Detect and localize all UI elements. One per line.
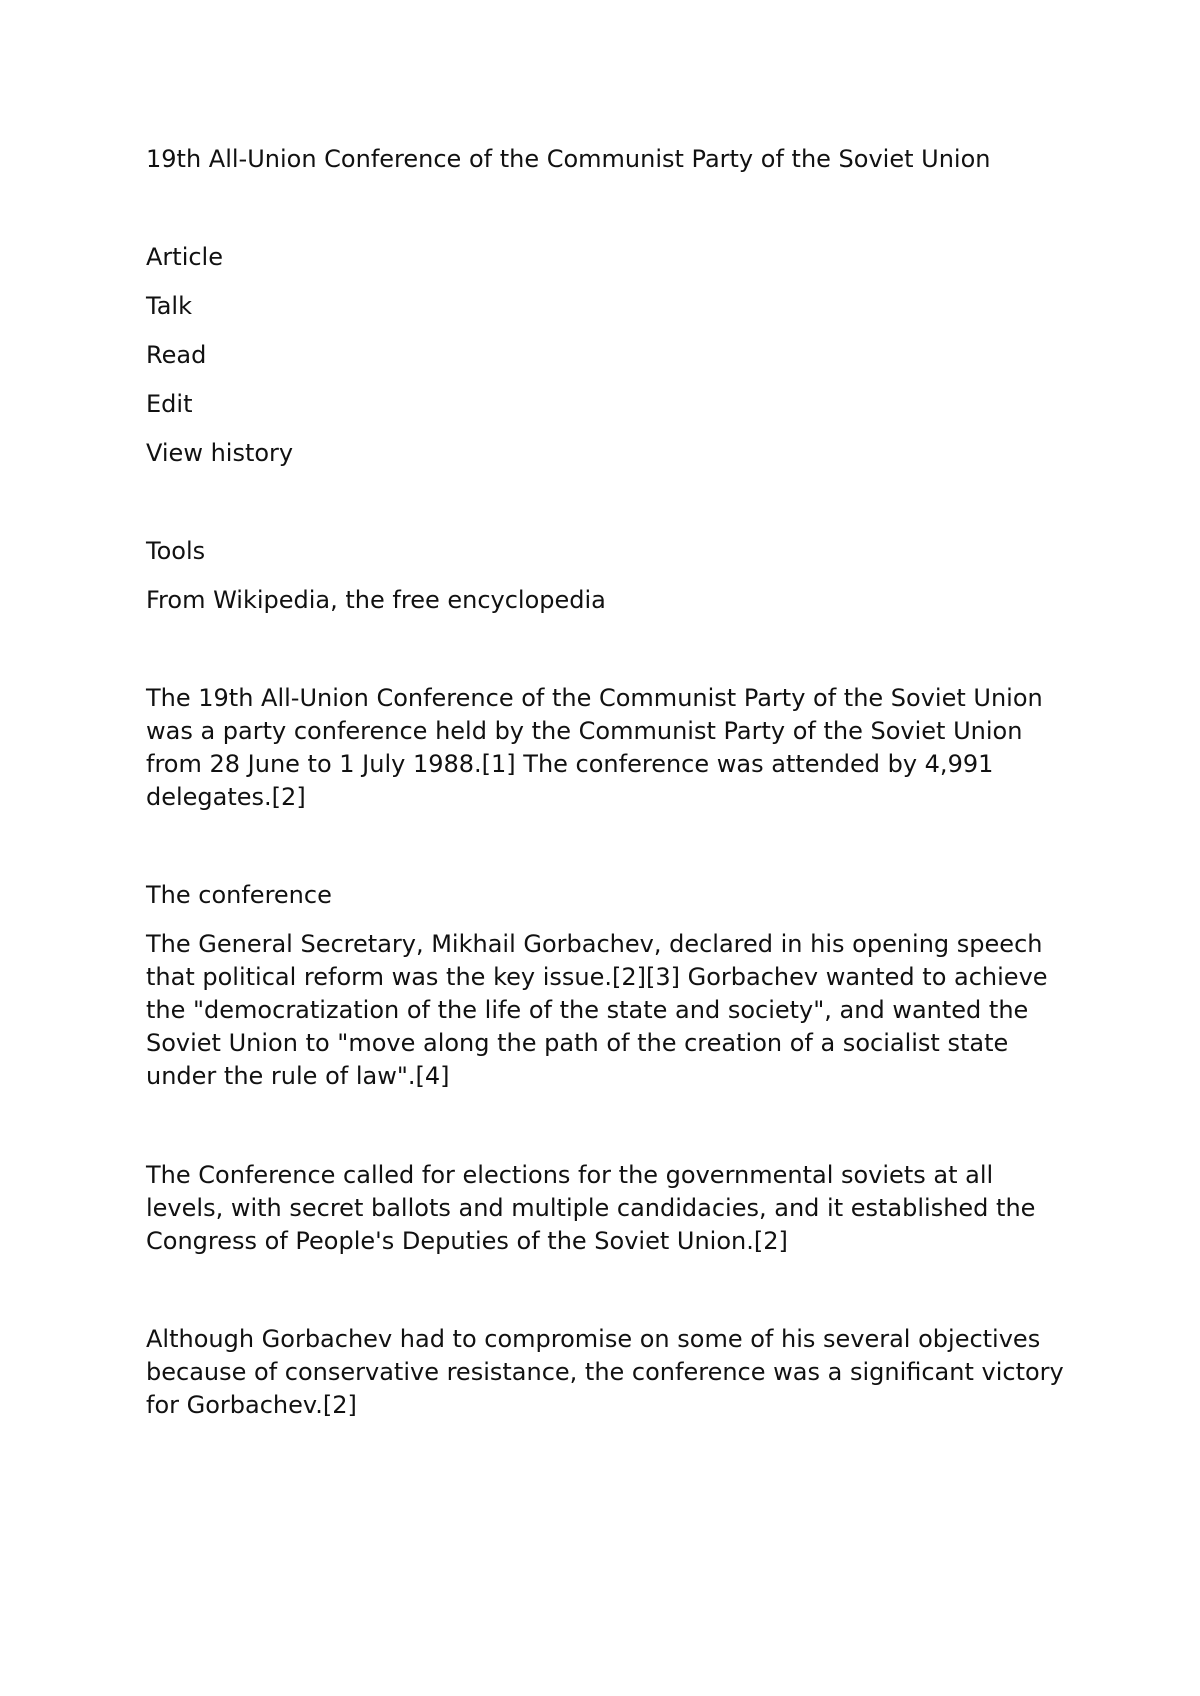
tools-menu[interactable]: Tools: [146, 537, 206, 565]
paragraph-3: Although Gorbachev had to compromise on some of his several objectives because of conservative resistance, the conference was a significant victory for Gorbachev.[2]: [146, 1325, 1064, 1419]
paragraph-2: The Conference called for elections for the governmental soviets at all levels, with secret ballots and multiple candidacies, and it established the Congress of People's Deputies of the Soviet Union.[2]: [146, 1161, 1036, 1255]
section-heading: The conference: [146, 881, 332, 909]
intro-paragraph: The 19th All-Union Conference of the Communist Party of the Soviet Union was a party conference held by the Communist Party of the Soviet Union from 28 June to 1 July 1988.[1] The conference was attended by 4,991 delegates.[2]: [146, 684, 1043, 811]
nav-article-link[interactable]: Article: [146, 243, 223, 271]
tagline: From Wikipedia, the free encyclopedia: [146, 586, 606, 614]
nav-talk-link[interactable]: Talk: [146, 292, 192, 320]
document-page: [146, 0, 1076, 1696]
nav-read-link[interactable]: Read: [146, 341, 207, 369]
paragraph-1: The General Secretary, Mikhail Gorbachev, declared in his opening speech that political reform was the key issue.[2][3] Gorbachev wanted to achieve the "democratization of the life of the state and society", and wanted the Soviet Union to "move along the path of the creation of a socialist state under the rule of law".[4]: [146, 930, 1048, 1090]
nav-view-history-link[interactable]: View history: [146, 439, 294, 467]
nav-edit-link[interactable]: Edit: [146, 390, 193, 418]
page-title: 19th All-Union Conference of the Communist Party of the Soviet Union: [146, 145, 991, 173]
